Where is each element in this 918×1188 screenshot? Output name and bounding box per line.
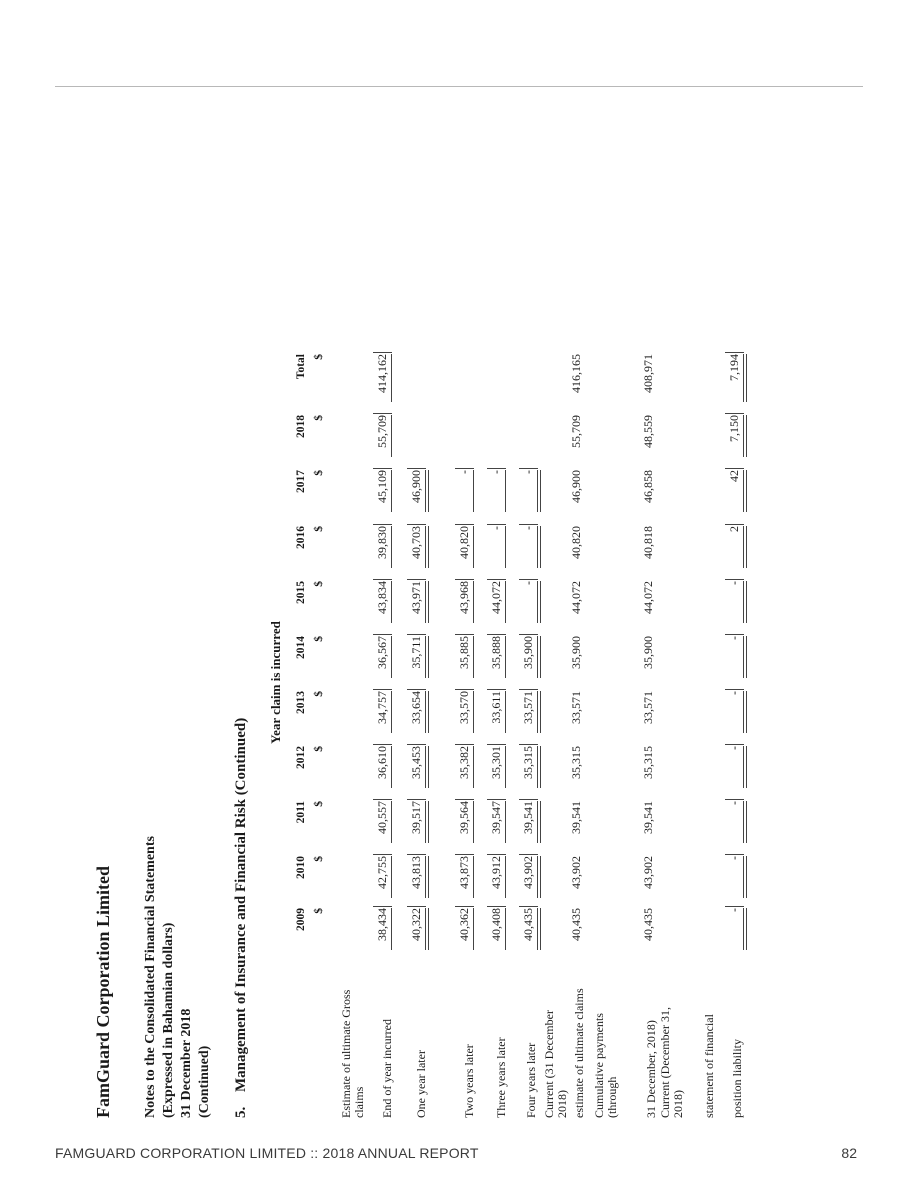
column-header: 2015 (295, 581, 307, 604)
cell-underline (537, 908, 541, 950)
column-header: 2010 (295, 856, 307, 879)
currency-symbol: $ (313, 746, 325, 752)
table-cell: 40,818 (641, 526, 655, 559)
table-cell: 43,902 (641, 856, 655, 889)
report-date: 31 December 2018 (179, 1008, 194, 1118)
table-cell: 40,322 (409, 908, 423, 941)
cell-divider (725, 468, 744, 469)
table-cell: - (727, 581, 741, 585)
table-cell: 43,902 (521, 856, 535, 889)
cell-divider (373, 579, 392, 580)
table-cell: 46,858 (641, 470, 655, 503)
table-cell: 35,900 (569, 636, 583, 669)
cell-divider (725, 524, 744, 525)
cell-divider (725, 744, 744, 745)
cell-underline (473, 856, 474, 898)
cell-divider (455, 906, 474, 907)
column-header: 2017 (295, 470, 307, 493)
table-cell: 43,912 (489, 856, 503, 889)
table-cell: 55,709 (375, 415, 389, 448)
table-cell: 43,834 (375, 581, 389, 614)
cell-underline (425, 801, 429, 843)
table-cell: 39,541 (641, 801, 655, 834)
currency-note: (Expressed in Bahamian dollars) (161, 922, 176, 1118)
column-header: 2011 (295, 801, 307, 824)
cell-divider (487, 799, 506, 800)
cell-divider (519, 854, 538, 855)
cell-divider (455, 468, 474, 469)
cell-divider (519, 689, 538, 690)
table-cell: 35,885 (457, 636, 471, 669)
column-header: 2016 (295, 526, 307, 549)
table-cell: 7,194 (727, 354, 741, 381)
table-cell: 43,902 (569, 856, 583, 889)
cell-underline (505, 908, 506, 950)
table-cell: 40,362 (457, 908, 471, 941)
table-cell: 35,888 (489, 636, 503, 669)
table-cell: 35,301 (489, 746, 503, 779)
cell-divider (373, 413, 392, 414)
row-label: End of year incurred (380, 1019, 394, 1118)
cell-divider (725, 689, 744, 690)
cell-underline (391, 746, 392, 788)
cell-underline (473, 908, 474, 950)
cell-underline (505, 581, 506, 623)
cell-underline (537, 746, 541, 788)
cell-underline (473, 581, 474, 623)
cell-divider (455, 744, 474, 745)
currency-symbol: $ (313, 581, 325, 587)
cell-underline (391, 354, 392, 402)
cell-divider (487, 689, 506, 690)
cell-underline (473, 470, 474, 512)
cell-underline (537, 856, 541, 898)
cell-underline (743, 526, 747, 568)
cell-divider (407, 689, 426, 690)
cell-underline (505, 636, 506, 678)
table-cell: 40,557 (375, 801, 389, 834)
row-label: Four years later (524, 1042, 538, 1118)
currency-symbol: $ (313, 526, 325, 532)
table-cell: - (521, 470, 535, 474)
rotated-page-content (85, 18, 885, 1118)
table-cell: - (727, 746, 741, 750)
cell-divider (407, 634, 426, 635)
cell-divider (725, 854, 744, 855)
table-cell: 43,813 (409, 856, 423, 889)
cell-underline (743, 801, 747, 843)
cell-underline (537, 691, 541, 733)
table-cell: 39,541 (521, 801, 535, 834)
cell-divider (519, 634, 538, 635)
cell-underline (425, 526, 429, 568)
table-cell: 416,165 (569, 354, 583, 393)
table-cell: 2 (727, 526, 741, 532)
cell-divider (487, 744, 506, 745)
table-cell: 408,971 (641, 354, 655, 393)
table-cell: 40,703 (409, 526, 423, 559)
column-header: Total (295, 354, 307, 380)
table-cell: 33,654 (409, 691, 423, 724)
row-label: Current (31 December 2018) (542, 1010, 569, 1118)
table-cell: 34,757 (375, 691, 389, 724)
row-label: One year later (414, 1050, 428, 1118)
cell-divider (407, 799, 426, 800)
cell-divider (725, 906, 744, 907)
cell-underline (473, 801, 474, 843)
table-cell: 44,072 (489, 581, 503, 614)
cell-divider (407, 854, 426, 855)
cell-underline (391, 908, 392, 950)
cell-underline (743, 354, 747, 402)
table-cell: - (489, 526, 503, 530)
currency-symbol: $ (313, 908, 325, 914)
table-cell: - (727, 908, 741, 912)
table-cell: 35,315 (641, 746, 655, 779)
cell-divider (487, 579, 506, 580)
table-cell: 35,900 (521, 636, 535, 669)
section-number: 5. (233, 1106, 249, 1118)
cell-divider (373, 799, 392, 800)
table-cell: 33,571 (521, 691, 535, 724)
cell-underline (473, 691, 474, 733)
table-cell: 33,571 (569, 691, 583, 724)
table-cell: - (727, 856, 741, 860)
cell-underline (505, 856, 506, 898)
cell-underline (425, 470, 429, 512)
cell-underline (425, 746, 429, 788)
currency-symbol: $ (313, 636, 325, 642)
table-cell: 35,900 (641, 636, 655, 669)
cell-underline (391, 801, 392, 843)
cell-underline (391, 415, 392, 457)
cell-underline (505, 746, 506, 788)
row-label: 31 December, 2018) (644, 1020, 658, 1118)
table-cell: 35,315 (569, 746, 583, 779)
cell-underline (743, 415, 747, 457)
table-cell: 39,830 (375, 526, 389, 559)
cell-underline (391, 581, 392, 623)
cell-underline (391, 636, 392, 678)
table-cell: 33,570 (457, 691, 471, 724)
cell-underline (743, 581, 747, 623)
row-label: statement of financial (702, 1014, 716, 1118)
table-cell: 46,900 (569, 470, 583, 503)
currency-symbol: $ (313, 801, 325, 807)
table-cell: 55,709 (569, 415, 583, 448)
cell-divider (519, 744, 538, 745)
cell-divider (519, 799, 538, 800)
cell-underline (425, 908, 429, 950)
cell-divider (407, 579, 426, 580)
table-cell: - (727, 636, 741, 640)
column-header: 2013 (295, 691, 307, 714)
cell-divider (407, 468, 426, 469)
cell-underline (425, 691, 429, 733)
table-cell: 39,547 (489, 801, 503, 834)
continued-note: (Continued) (197, 1045, 212, 1118)
table-cell: 46,900 (409, 470, 423, 503)
table-cell: 43,873 (457, 856, 471, 889)
table-cell: 44,072 (569, 581, 583, 614)
currency-symbol: $ (313, 415, 325, 421)
table-cell: 33,611 (489, 691, 503, 724)
cell-divider (725, 413, 744, 414)
table-cell: 42 (727, 470, 741, 482)
row-label: position liability (730, 1038, 744, 1118)
column-header: 2009 (295, 908, 307, 931)
company-name: FamGuard Corporation Limited (93, 866, 113, 1118)
cell-divider (725, 579, 744, 580)
cell-divider (455, 799, 474, 800)
cell-divider (519, 468, 538, 469)
table-cell: 35,711 (409, 636, 423, 669)
cell-underline (743, 746, 747, 788)
cell-divider (373, 689, 392, 690)
cell-divider (487, 524, 506, 525)
row-label: Two years later (462, 1044, 476, 1118)
table-cell: 414,162 (375, 354, 389, 393)
cell-divider (725, 799, 744, 800)
table-cell: 40,820 (569, 526, 583, 559)
cell-divider (407, 524, 426, 525)
row-label: Cumulative payments (through (592, 1013, 619, 1118)
cell-divider (487, 854, 506, 855)
cell-divider (487, 634, 506, 635)
cell-underline (505, 526, 506, 568)
cell-underline (537, 636, 541, 678)
cell-divider (519, 524, 538, 525)
currency-symbol: $ (313, 470, 325, 476)
column-header: 2014 (295, 636, 307, 659)
cell-divider (487, 906, 506, 907)
table-cell: 39,517 (409, 801, 423, 834)
section-title: Management of Insurance and Financial Risk (Continued) (233, 717, 249, 1092)
table-cell: 36,610 (375, 746, 389, 779)
column-header: 2012 (295, 746, 307, 769)
cell-underline (425, 856, 429, 898)
cell-underline (473, 526, 474, 568)
table-cell: 40,435 (641, 908, 655, 941)
cell-divider (373, 468, 392, 469)
cell-underline (505, 801, 506, 843)
table-cell: 39,564 (457, 801, 471, 834)
cell-divider (455, 524, 474, 525)
year-incurred-label: Year claim is incurred (268, 621, 283, 744)
cell-divider (373, 744, 392, 745)
cell-divider (407, 744, 426, 745)
cell-underline (743, 856, 747, 898)
cell-divider (455, 579, 474, 580)
cell-underline (425, 636, 429, 678)
cell-divider (455, 854, 474, 855)
cell-divider (487, 468, 506, 469)
cell-divider (373, 906, 392, 907)
row-label: Current (December 31, 2018) (658, 1007, 685, 1118)
table-cell: 40,435 (569, 908, 583, 941)
cell-underline (505, 691, 506, 733)
cell-underline (391, 691, 392, 733)
cell-divider (455, 634, 474, 635)
table-cell: 7,150 (727, 415, 741, 442)
table-cell: - (727, 691, 741, 695)
notes-title: Notes to the Consolidated Financial Statements (143, 836, 158, 1118)
estimate-heading: Estimate of ultimate Gross claims (339, 989, 366, 1118)
row-label: Three years later (494, 1037, 508, 1118)
cell-divider (725, 352, 744, 353)
currency-symbol: $ (313, 691, 325, 697)
table-cell: 42,755 (375, 856, 389, 889)
cell-underline (743, 908, 747, 950)
table-cell: 36,567 (375, 636, 389, 669)
table-cell: 33,571 (641, 691, 655, 724)
cell-underline (743, 691, 747, 733)
cell-underline (473, 746, 474, 788)
table-cell: 40,820 (457, 526, 471, 559)
cell-underline (537, 801, 541, 843)
cell-divider (373, 854, 392, 855)
table-cell: 35,315 (521, 746, 535, 779)
footer-report-title: FAMGUARD CORPORATION LIMITED :: 2018 ANNUAL REPORT (55, 1145, 479, 1161)
cell-underline (537, 526, 541, 568)
table-cell: 35,382 (457, 746, 471, 779)
table-cell: - (521, 526, 535, 530)
table-cell: 38,434 (375, 908, 389, 941)
table-cell: 48,559 (641, 415, 655, 448)
table-cell: 40,435 (521, 908, 535, 941)
cell-underline (537, 581, 541, 623)
cell-underline (391, 526, 392, 568)
table-cell: 43,968 (457, 581, 471, 614)
table-cell: 43,971 (409, 581, 423, 614)
cell-divider (519, 906, 538, 907)
cell-divider (373, 352, 392, 353)
cell-underline (391, 470, 392, 512)
cell-divider (373, 634, 392, 635)
table-cell: - (489, 470, 503, 474)
table-cell: 45,109 (375, 470, 389, 503)
cell-underline (743, 470, 747, 512)
cell-underline (425, 581, 429, 623)
cell-underline (743, 636, 747, 678)
cell-underline (505, 470, 506, 512)
table-cell: 40,408 (489, 908, 503, 941)
table-cell: - (521, 581, 535, 585)
cell-divider (725, 634, 744, 635)
currency-symbol: $ (313, 856, 325, 862)
cell-underline (473, 636, 474, 678)
row-label: estimate of ultimate claims (572, 988, 586, 1118)
currency-symbol: $ (313, 354, 325, 360)
table-cell: - (727, 801, 741, 805)
table-cell: 44,072 (641, 581, 655, 614)
table-cell: 39,541 (569, 801, 583, 834)
table-cell: 35,453 (409, 746, 423, 779)
cell-divider (455, 689, 474, 690)
table-cell: - (457, 470, 471, 474)
cell-underline (391, 856, 392, 898)
page-number: 82 (841, 1145, 857, 1161)
column-header: 2018 (295, 415, 307, 438)
cell-underline (537, 470, 541, 512)
cell-divider (519, 579, 538, 580)
cell-divider (407, 906, 426, 907)
cell-divider (373, 524, 392, 525)
